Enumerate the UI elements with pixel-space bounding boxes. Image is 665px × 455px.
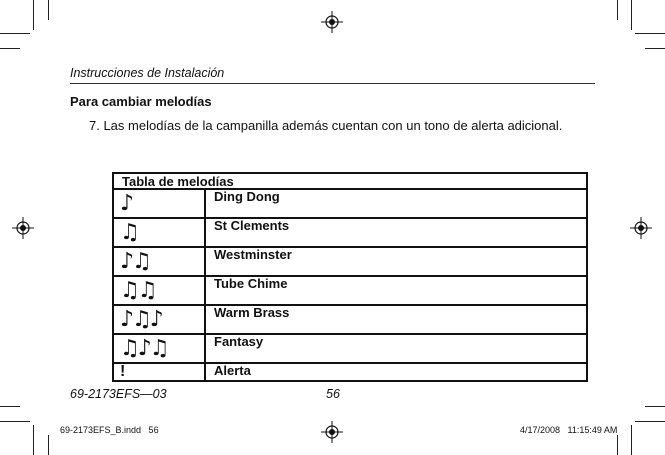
crop-mark: [48, 0, 49, 20]
table-row: [113, 363, 587, 381]
slug-timestamp: 4/17/2008 11:15:49 AM: [520, 425, 618, 435]
registration-mark-icon: [12, 217, 34, 239]
crop-mark: [631, 425, 632, 455]
header-rule: [70, 83, 595, 84]
music-note-icon: ♪: [113, 189, 205, 218]
registration-mark-icon: [321, 11, 343, 33]
alert-icon: !: [113, 363, 205, 381]
page-number: 56: [326, 387, 340, 401]
table-row: [113, 247, 587, 276]
crop-mark: [635, 421, 665, 422]
crop-mark: [33, 425, 34, 455]
crop-mark: [617, 435, 618, 455]
melody-name: Warm Brass: [205, 305, 587, 334]
instruction-step: 7. Las melodías de la campanilla además cuentan con un tono de alerta adicional.: [89, 118, 563, 133]
melody-name: Ding Dong: [205, 189, 587, 218]
registration-mark-icon: [321, 421, 343, 443]
document-code: 69-2173EFS—03: [70, 387, 167, 401]
table-row: [113, 189, 587, 218]
crop-mark: [631, 0, 632, 30]
running-header: Instrucciones de Instalación: [70, 66, 225, 80]
table-row: [113, 218, 587, 247]
table-row: [113, 334, 587, 363]
table-header-row: [113, 173, 587, 189]
table-row: [113, 305, 587, 334]
crop-mark: [0, 406, 20, 407]
crop-mark: [617, 0, 618, 20]
melody-name: Alerta: [205, 363, 587, 381]
table-heading: Tabla de melodías: [113, 173, 587, 189]
music-notes-icon: ♫♫: [113, 276, 205, 305]
music-notes-icon: ♫: [113, 218, 205, 247]
section-title: Para cambiar melodías: [70, 94, 212, 109]
crop-mark: [33, 0, 34, 30]
slug-filename: 69-2173EFS_B.indd 56: [60, 425, 159, 435]
crop-mark: [645, 48, 665, 49]
crop-mark: [48, 435, 49, 455]
crop-mark: [0, 48, 20, 49]
melody-name: St Clements: [205, 218, 587, 247]
melody-name: Westminster: [205, 247, 587, 276]
crop-mark: [645, 406, 665, 407]
table-row: [113, 276, 587, 305]
crop-mark: [635, 33, 665, 34]
music-notes-icon: ♫♪♫: [113, 334, 205, 363]
melody-name: Fantasy: [205, 334, 587, 363]
music-notes-icon: ♪♫♪: [113, 305, 205, 334]
music-notes-icon: ♪♫: [113, 247, 205, 276]
registration-mark-icon: [630, 217, 652, 239]
crop-mark: [0, 421, 30, 422]
melody-name: Tube Chime: [205, 276, 587, 305]
melody-table: [112, 172, 588, 382]
crop-mark: [0, 33, 30, 34]
